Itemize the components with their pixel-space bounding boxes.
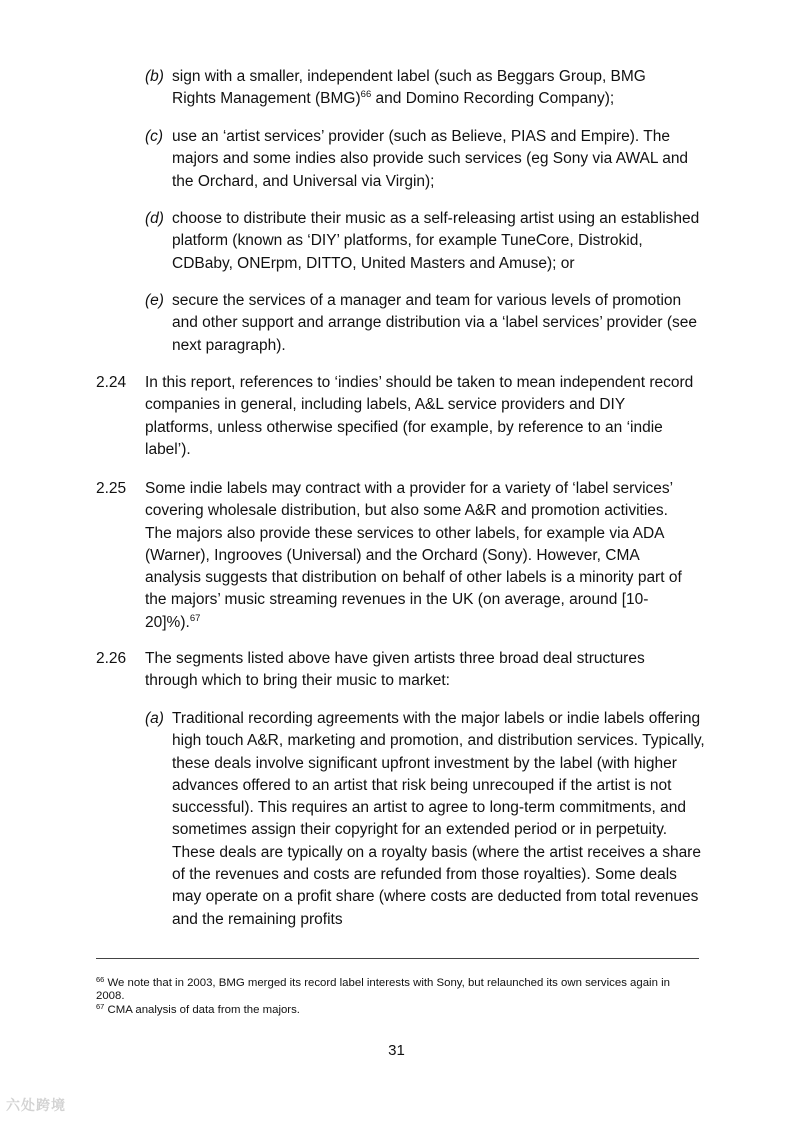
paragraph-number: 2.24: [96, 374, 127, 391]
footnote-66: $^{66}$ We note that in 2003, BMG merged its record label interests with Sony, but relaunched its own services again in 2008.: [96, 975, 670, 1003]
item-label: (d): [145, 210, 164, 227]
list-item-c: [145, 126, 705, 193]
item-label: (e): [145, 292, 164, 309]
paragraph-number: 2.26: [96, 650, 127, 667]
paragraph-2-26: [96, 648, 696, 693]
list-item-e: [145, 290, 705, 357]
item-label: (b): [145, 68, 164, 85]
footnote-ref-67[interactable]: 67: [189, 612, 201, 624]
item-text: use an ‘artist services’ provider (such as Believe, PIAS and Empire). The majors and some indies also provide such services (eg Sony via AWAL and the Orchard, and Universal via Virgin);: [172, 128, 689, 190]
page-number: 31: [388, 1042, 405, 1059]
list-item-a: [145, 708, 705, 931]
list-item-b: [145, 66, 705, 111]
list-item-d: [145, 208, 705, 275]
footnote-divider: [96, 958, 699, 959]
item-text: secure the services of a manager and team for various levels of promotion and other support and arrange distribution via a ‘label services’ provider (see next paragraph).: [172, 292, 697, 354]
item-text: sign with a smaller, independent label (such as Beggars Group, BMG Rights Management (BMG)$^{66}$ and Domino Recording Company);: [172, 68, 646, 108]
item-text: Traditional recording agreements with the major labels or indie labels offering high touch A&R, marketing and promotion, and distribution services. Typically, these deals involve significant upfront investment by the label (with higher advances offered to an artist that risk being unrecouped if the artist is not successful). This requires an artist to agree to long-term commitments, and sometimes assign their copyright for an extended period or in perpetuity. These deals are typically on a royalty basis (where the artist receives a share of the revenues and costs are refunded from those royalties). Some deals may operate on a profit share (where costs are deducted from total revenues and the remaining profits: [172, 710, 705, 928]
paragraph-2-25: [96, 478, 696, 634]
paragraph-number: 2.25: [96, 480, 127, 497]
watermark-logo: 六处跨境: [6, 1097, 66, 1113]
footnote-ref-66[interactable]: 66: [360, 89, 372, 101]
paragraph-2-24: [96, 372, 696, 461]
paragraph-text: In this report, references to ‘indies’ should be taken to mean independent record companies in general, including labels, A&L service providers and DIY platforms, unless otherwise specified (for example, by reference to an ‘indie label’).: [145, 374, 694, 458]
footnote-67: $^{67}$ CMA analysis of data from the majors.: [96, 1002, 300, 1016]
paragraph-text: The segments listed above have given artists three broad deal structures through which to bring their music to market:: [145, 650, 645, 690]
item-text: choose to distribute their music as a self-releasing artist using an established platform (known as ‘DIY’ platforms, for example TuneCore, Distrokid, CDBaby, ONErpm, DITTO, United Masters and Amuse); or: [172, 210, 700, 272]
paragraph-text: Some indie labels may contract with a provider for a variety of ‘label services’ covering wholesale distribution, but also some A&R and promotion activities. The majors also provide these services to other labels, for example via ADA (Warner), Ingrooves (Universal) and the Orchard (Sony). However, CMA analysis suggests that distribution on behalf of other labels is a minority part of the majors’ music streaming revenues in the UK (on average, around [10-20]%).$^{67}$: [145, 480, 682, 631]
item-label: (c): [145, 128, 164, 145]
item-label: (a): [145, 710, 164, 727]
